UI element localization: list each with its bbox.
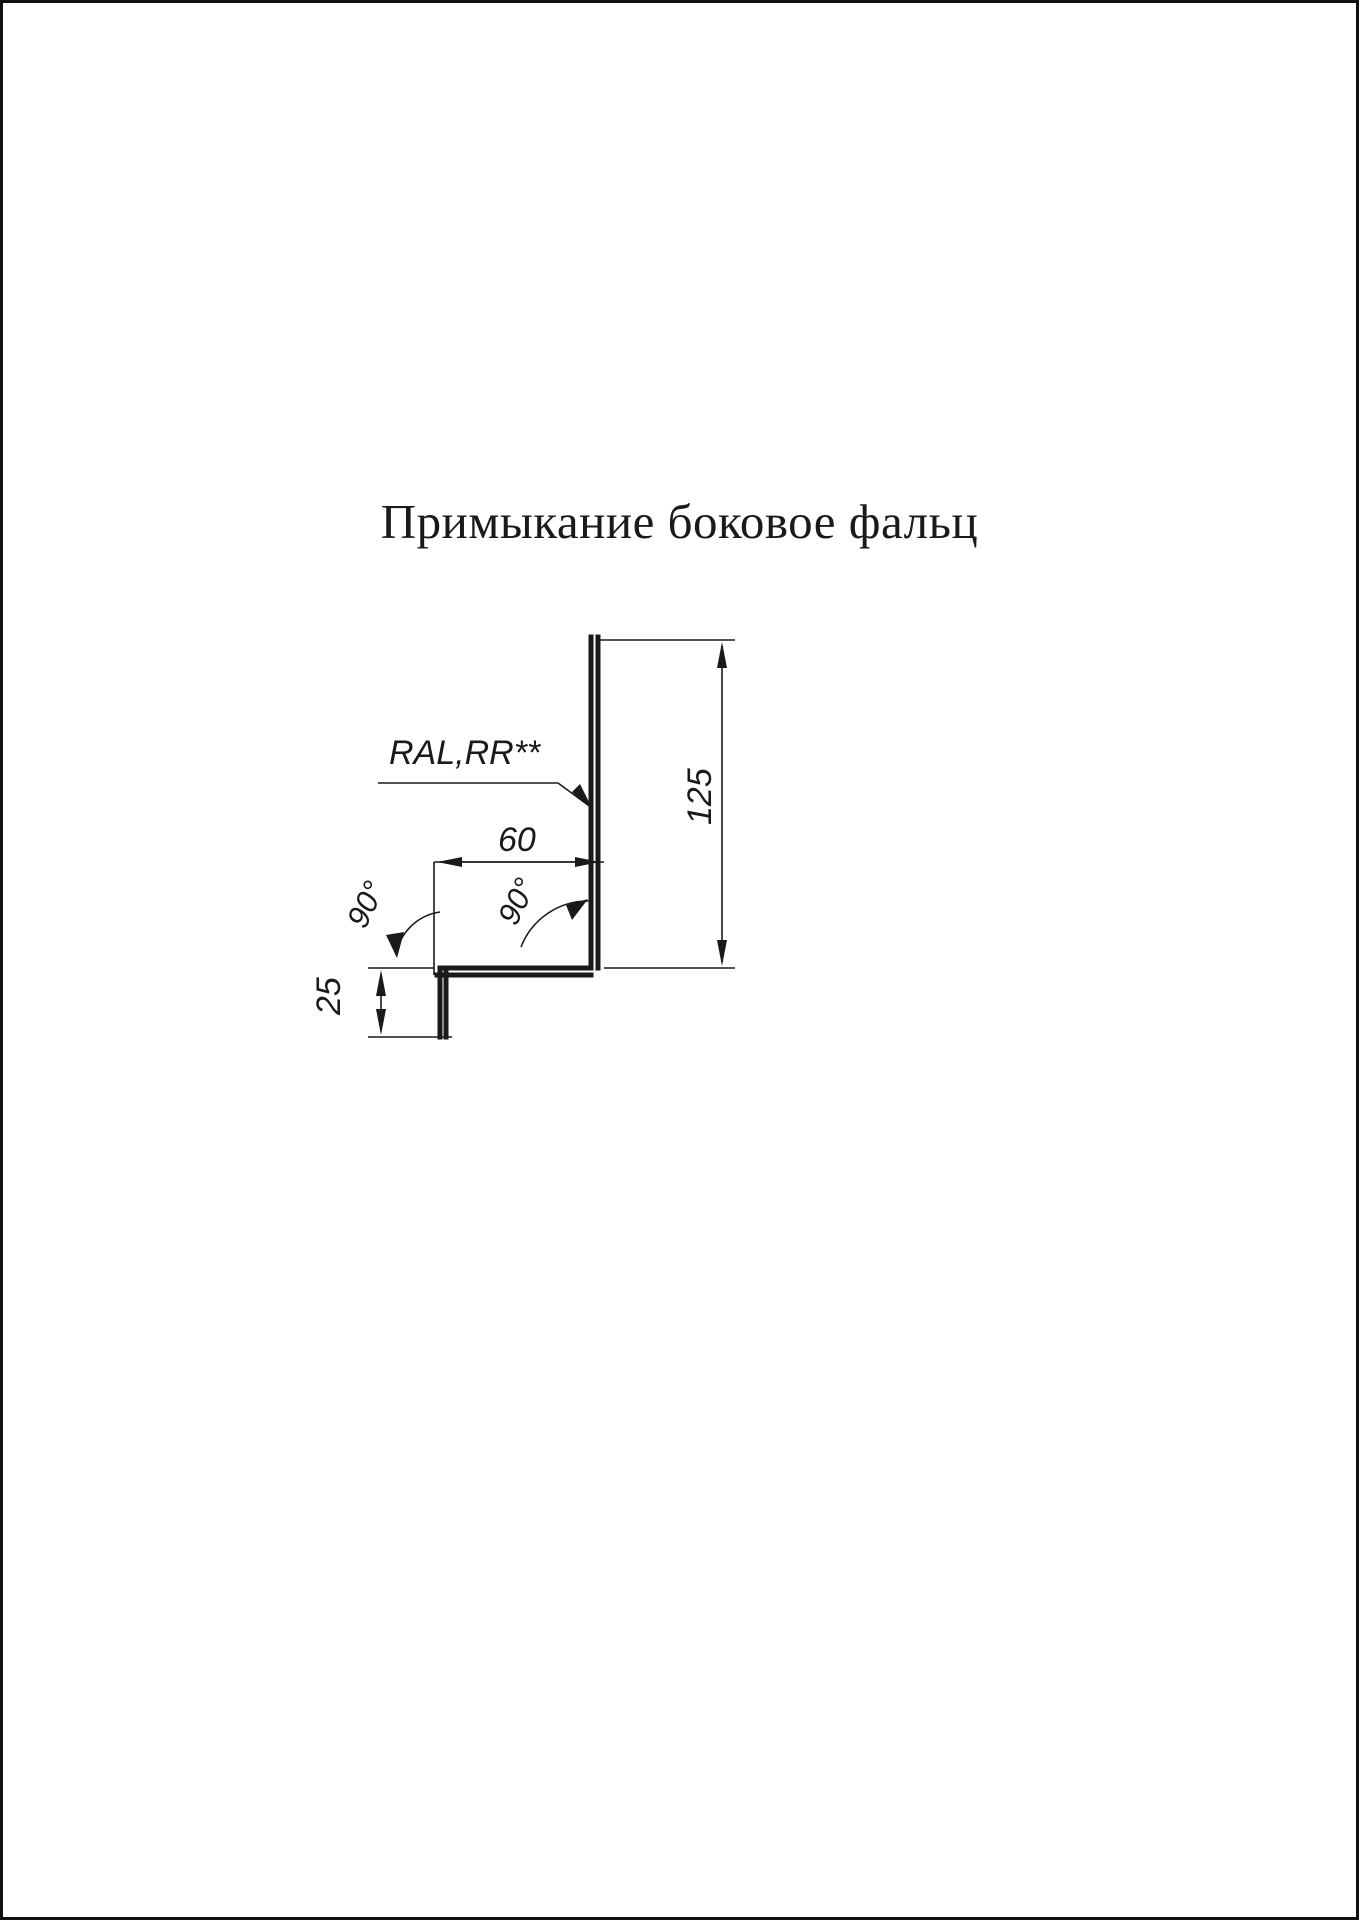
angle-right-label: 90° [490,872,543,931]
dimension-60-label: 60 [498,821,536,859]
angle-left-label: 90° [339,875,392,934]
dimension-25-label: 25 [310,977,348,1015]
page-title: Примыкание боковое фальц [380,494,979,549]
coating-label: RAL,RR** [389,734,541,772]
dimension-125-label: 125 [681,768,719,825]
